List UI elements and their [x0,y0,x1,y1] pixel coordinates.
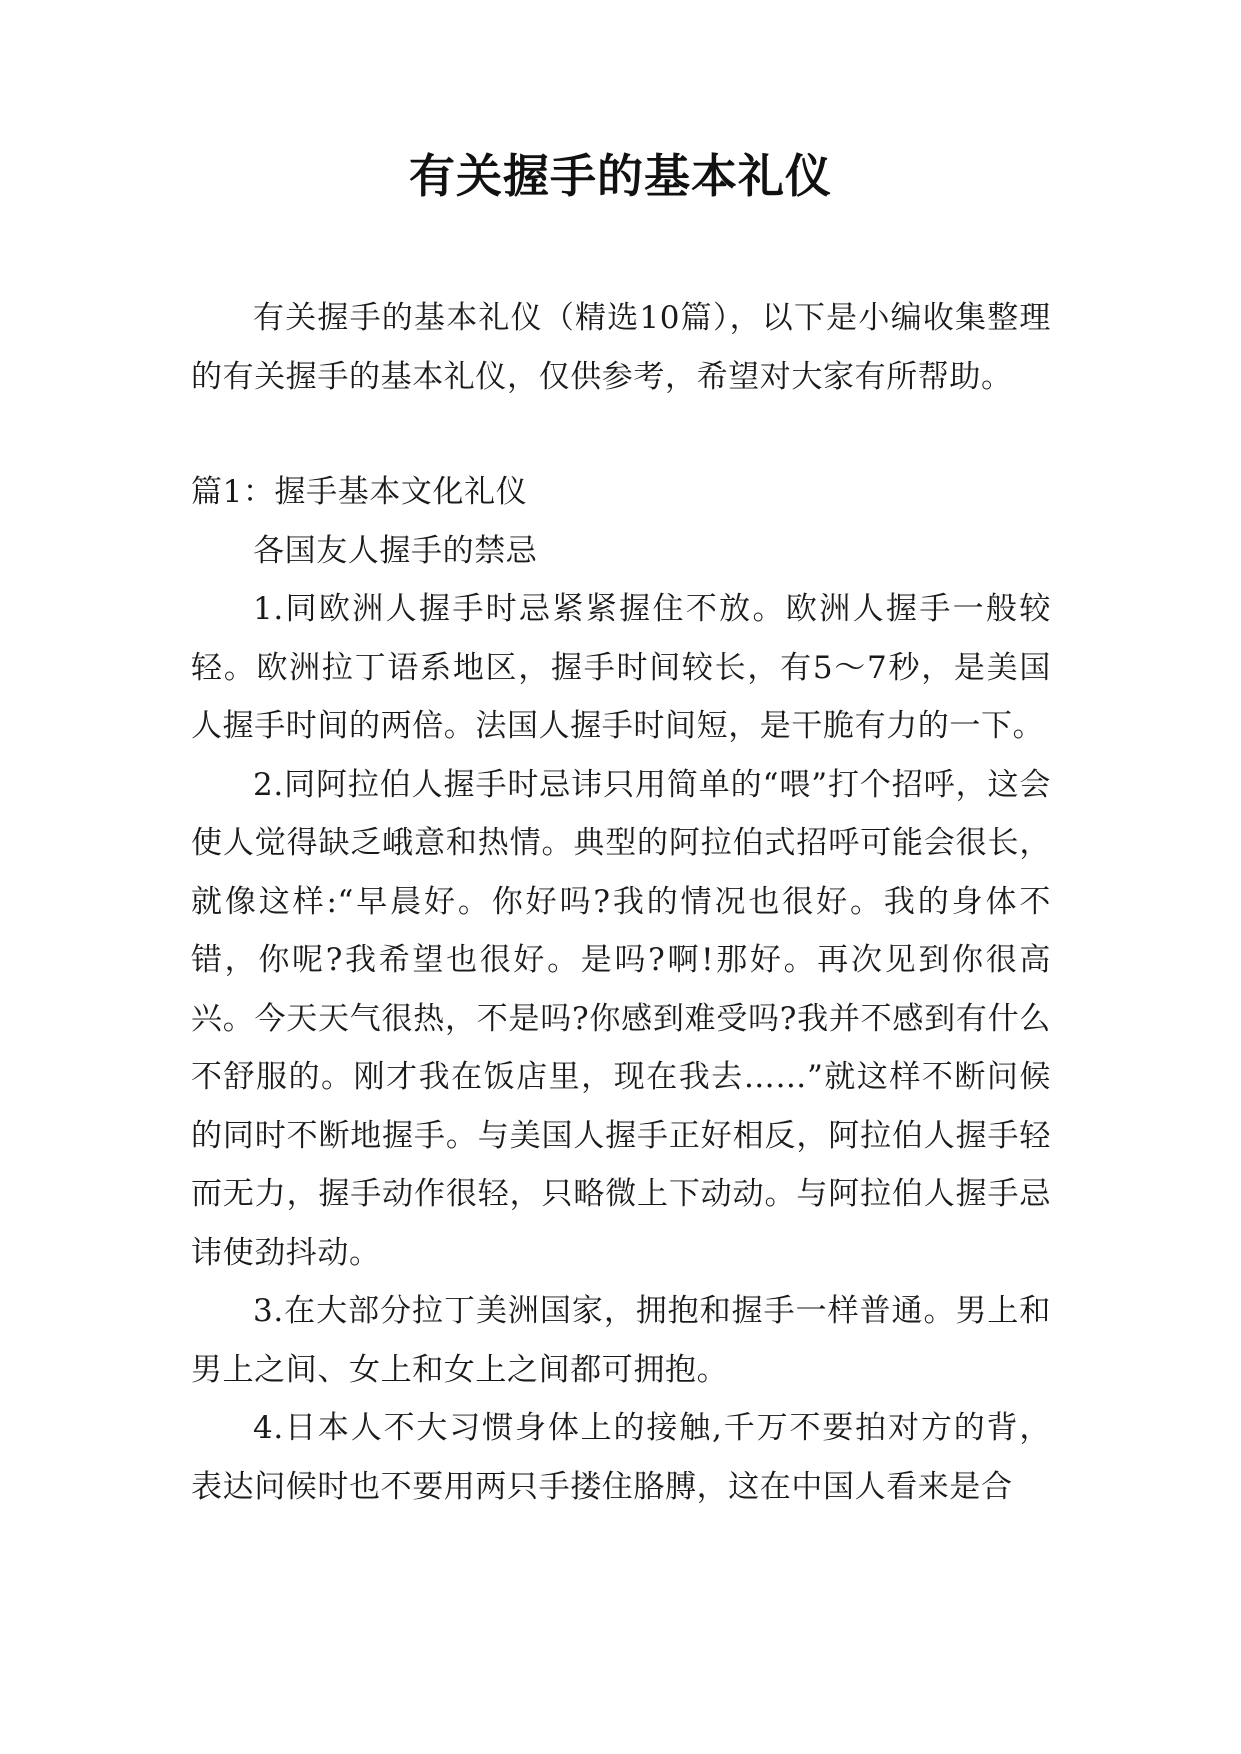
section-heading: 篇1：握手基本文化礼仪 [191,474,528,510]
paragraph-3: 3.在大部分拉丁美洲国家，拥抱和握手一样普通。男上和男上之间、女上和女上之间都可拥抱。 [191,1293,1051,1388]
paragraph-gap [191,406,1051,463]
intro-paragraph: 有关握手的基本礼仪（精选10篇），以下是小编收集整理的有关握手的基本礼仪，仅供参考，希望对大家有所帮助。 [191,300,1051,395]
paragraph-2: 2.同阿拉伯人握手时忌讳只用简单的“喂”打个招呼，这会使人觉得缺乏峨意和热情。典型的阿拉伯式招呼可能会很长，就像这样:“早晨好。你好吗?我的情况也很好。我的身体不错，你呢?我希望也很好。是吗?啊!那好。再次见到你很高兴。今天天气很热，不是吗?你感到难受吗?我并不感到有什么不舒服的。刚才我在饭店里，现在我去……”就这样不断问候的同时不断地握手。与美国人握手正好相反，阿拉伯人握手轻而无力，握手动作很轻，只略微上下动动。与阿拉伯人握手忌讳使劲抖动。 [191,766,1051,1271]
subheading: 各国友人握手的禁忌 [253,532,538,569]
paragraph-1: 1.同欧洲人握手时忌紧紧握住不放。欧洲人握手一般较轻。欧洲拉丁语系地区，握手时间较长，有5～7秒，是美国人握手时间的两倍。法国人握手时间短，是干脆有力的一下。 [191,591,1051,744]
document-title: 有关握手的基本礼仪 [409,149,832,203]
paragraph-4: 4.日本人不大习惯身体上的接触,千万不要拍对方的背，表达问候时也不要用两只手搂住胳膊，这在中国人看来是合 [191,1410,1051,1505]
document-body [191,289,1051,1516]
